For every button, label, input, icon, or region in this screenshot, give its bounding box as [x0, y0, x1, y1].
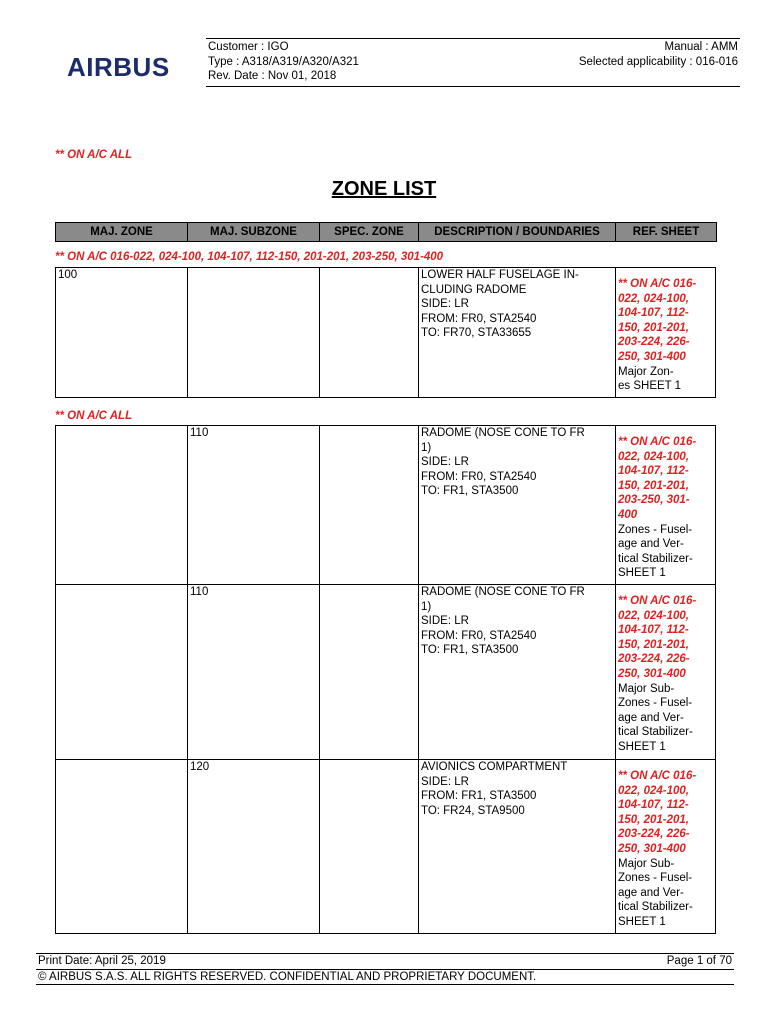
ref-sheet-link[interactable]: Major Sub- Zones - Fusel- age and Ver- tical Stabilizer- SHEET 1	[618, 857, 693, 928]
description-cell: AVIONICS COMPARTMENT SIDE: LR FROM: FR1, STA3500 TO: FR24, STA9500	[419, 760, 616, 934]
col-ref-sheet: REF. SHEET	[632, 226, 700, 238]
ref-applicability: ** ON A/C 016- 022, 024-100, 104-107, 112- 150, 201-201, 203-224, 226- 250, 301-400	[618, 278, 697, 363]
ref-sheet-link[interactable]: Zones - Fusel- age and Ver- tical Stabilizer- SHEET 1	[618, 523, 693, 580]
type-field: Type : A318/A319/A320/A321	[208, 55, 359, 68]
subzone-table	[55, 425, 716, 934]
copyright-notice: © AIRBUS S.A.S. ALL RIGHTS RESERVED. CONFIDENTIAL AND PROPRIETARY DOCUMENT.	[36, 969, 734, 985]
ref-applicability: ** ON A/C 016- 022, 024-100, 104-107, 112- 150, 201-201, 203-224, 226- 250, 301-400	[618, 770, 697, 855]
ref-sheet-link[interactable]: Major Sub- Zones - Fusel- age and Ver- tical Stabilizer- SHEET 1	[618, 682, 693, 753]
applicability-note-all: ** ON A/C ALL	[55, 149, 133, 161]
description-cell: LOWER HALF FUSELAGE IN- CLUDING RADOME SIDE: LR FROM: FR0, STA2540 TO: FR70, STA33655	[419, 268, 616, 398]
spec-zone-cell	[320, 760, 419, 934]
spec-zone-cell	[320, 426, 419, 585]
rev-date-field: Rev. Date : Nov 01, 2018	[208, 70, 337, 82]
table-row	[56, 268, 716, 398]
page-number: Page 1 of 70	[666, 955, 732, 967]
ref-sheet-cell	[616, 585, 716, 760]
maj-subzone-cell: 120	[188, 760, 320, 934]
description-cell: RADOME (NOSE CONE TO FR 1) SIDE: LR FROM: FR0, STA2540 TO: FR1, STA3500	[419, 585, 616, 760]
ref-sheet-cell	[616, 426, 716, 585]
maj-zone-cell	[56, 426, 188, 585]
applicability-field: Selected applicability : 016-016	[578, 55, 738, 68]
spec-zone-cell	[320, 585, 419, 760]
maj-subzone-cell: 110	[188, 585, 320, 760]
col-spec-zone: SPEC. ZONE	[320, 223, 419, 241]
col-maj-subzone: MAJ. SUBZONE	[188, 223, 320, 241]
maj-zone-cell	[56, 760, 188, 934]
page-footer	[36, 953, 734, 985]
major-zone-table	[55, 267, 716, 398]
table-row	[56, 760, 716, 934]
col-description: DESCRIPTION / BOUNDARIES	[419, 223, 616, 241]
col-maj-zone: MAJ. ZONE	[56, 223, 188, 241]
airbus-logo: AIRBUS	[67, 52, 170, 82]
table-row	[56, 585, 716, 760]
ref-applicability: ** ON A/C 016- 022, 024-100, 104-107, 112- 150, 201-201, 203-250, 301- 400	[618, 436, 697, 521]
ref-applicability: ** ON A/C 016- 022, 024-100, 104-107, 112- 150, 201-201, 203-224, 226- 250, 301-400	[618, 595, 697, 680]
maj-subzone-cell: 110	[188, 426, 320, 585]
maj-zone-cell: 100	[56, 268, 188, 398]
maj-zone-cell	[56, 585, 188, 760]
table-row	[56, 426, 716, 585]
document-header	[206, 38, 740, 87]
applicability-note-all: ** ON A/C ALL	[55, 410, 133, 422]
table-header	[55, 222, 717, 242]
applicability-note-range: ** ON A/C 016-022, 024-100, 104-107, 112-150, 201-201, 203-250, 301-400	[55, 251, 444, 263]
manual-field: Manual : AMM	[664, 41, 738, 53]
description-cell: RADOME (NOSE CONE TO FR 1) SIDE: LR FROM: FR0, STA2540 TO: FR1, STA3500	[419, 426, 616, 585]
ref-sheet-cell	[616, 268, 716, 398]
print-date: Print Date: April 25, 2019	[38, 955, 166, 967]
customer-field: Customer : IGO	[208, 41, 289, 53]
ref-sheet-cell	[616, 760, 716, 934]
page-title: ZONE LIST	[331, 178, 437, 200]
spec-zone-cell	[320, 268, 419, 398]
ref-sheet-link[interactable]: Major Zon- es SHEET 1	[618, 365, 682, 393]
maj-subzone-cell	[188, 268, 320, 398]
